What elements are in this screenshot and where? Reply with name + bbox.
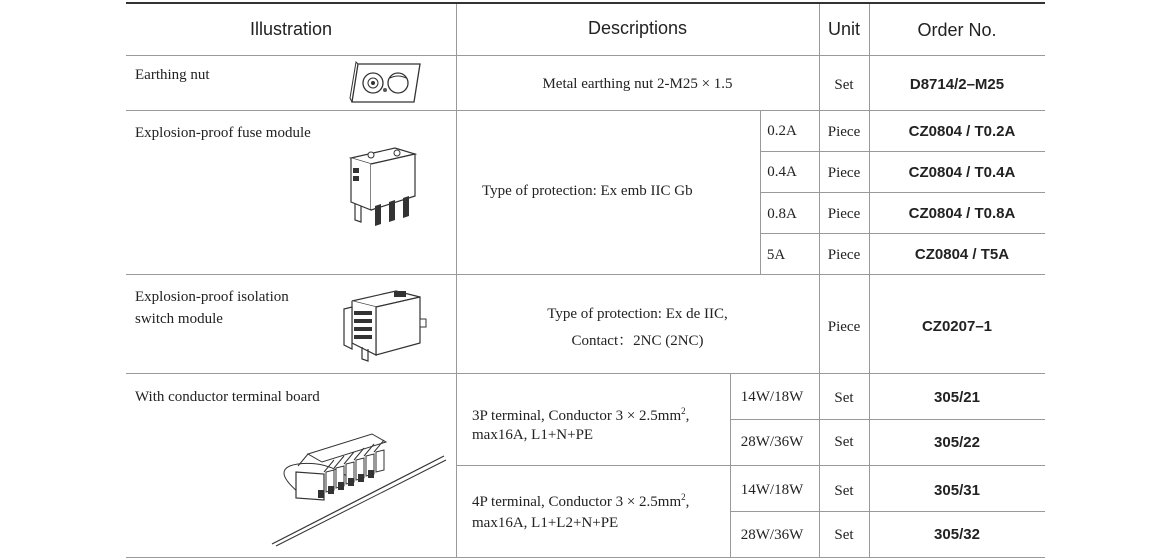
sub-row-rule (730, 419, 1045, 420)
row-rule (126, 274, 1045, 275)
unit-value: Set (834, 527, 854, 543)
rating-value: 0.2A (767, 123, 797, 139)
row-rule (126, 373, 1045, 374)
order-number: 305/22 (934, 434, 980, 451)
unit-value: Set (834, 483, 854, 499)
order-number: 305/21 (934, 389, 980, 406)
header-illustration: Illustration (249, 19, 333, 39)
description-line2: max16A, L1+L2+N+PE (472, 515, 619, 531)
description: Type of protection: Ex emb IIC Gb (482, 183, 693, 199)
product-name-line2: switch module (135, 311, 223, 327)
header-rule (126, 55, 1045, 56)
rating-value: 5A (766, 247, 786, 263)
unit-value: Piece (827, 124, 861, 140)
rating-value: 0.8A (767, 206, 797, 222)
sub-row-rule (456, 465, 1045, 466)
terminal-board-icon (268, 420, 450, 548)
header-unit: Unit (827, 19, 860, 39)
description-line1: 3P terminal, Conductor $3 \times 2.5mm^2$, (472, 406, 690, 424)
fuse-module-icon (345, 140, 420, 232)
table-bottom-rule (126, 557, 1045, 558)
unit-value: Set (834, 434, 854, 450)
wattage-value: 28W/36W (740, 527, 804, 543)
order-number: CZ0804 / T5A (914, 246, 1010, 263)
description-line1: Type of protection: Ex de IIC, (547, 306, 728, 322)
product-name: With conductor terminal board (135, 389, 320, 405)
sub-row-rule (760, 233, 1045, 234)
header-descriptions: Descriptions (587, 18, 688, 38)
product-name: Explosion-proof fuse module (135, 125, 311, 141)
isolation-switch-icon (338, 287, 434, 365)
row-rule (126, 110, 1045, 111)
unit-value: Set (834, 390, 854, 406)
description-line2: max16A, L1+N+PE (472, 427, 594, 443)
wattage-value: 14W/18W (740, 482, 804, 498)
order-number: CZ0207–1 (921, 318, 993, 335)
unit-value: Set (834, 77, 854, 93)
header-order-no: Order No. (917, 20, 997, 40)
unit-value: Piece (827, 247, 861, 263)
wattage-value: 28W/36W (740, 434, 804, 450)
unit-value: Piece (827, 165, 861, 181)
earthing-nut-icon (350, 60, 422, 106)
sub-row-rule (730, 511, 1045, 512)
unit-value: Piece (827, 206, 861, 222)
product-name: Earthing nut (135, 67, 210, 83)
unit-value: Piece (827, 319, 861, 335)
order-number: CZ0804 / T0.8A (908, 205, 1016, 222)
description-line1: 4P terminal, Conductor $3 \times 2.5mm^2$, (472, 492, 690, 510)
rating-value: 0.4A (767, 164, 797, 180)
description-line2: Contact：2NC (2NC) (571, 333, 704, 349)
product-name-line1: Explosion-proof isolation (135, 289, 289, 305)
description: Metal earthing nut 2-M25 × 1.5 (542, 76, 733, 92)
order-number: CZ0804 / T0.4A (908, 164, 1016, 181)
order-number: D8714/2–M25 (909, 76, 1005, 93)
sub-row-rule (760, 192, 1045, 193)
sub-row-rule (760, 151, 1045, 152)
order-number: 305/32 (934, 526, 980, 543)
table-top-rule (126, 2, 1045, 4)
wattage-value: 14W/18W (740, 389, 804, 405)
order-number: CZ0804 / T0.2A (908, 123, 1016, 140)
order-number: 305/31 (934, 482, 980, 499)
